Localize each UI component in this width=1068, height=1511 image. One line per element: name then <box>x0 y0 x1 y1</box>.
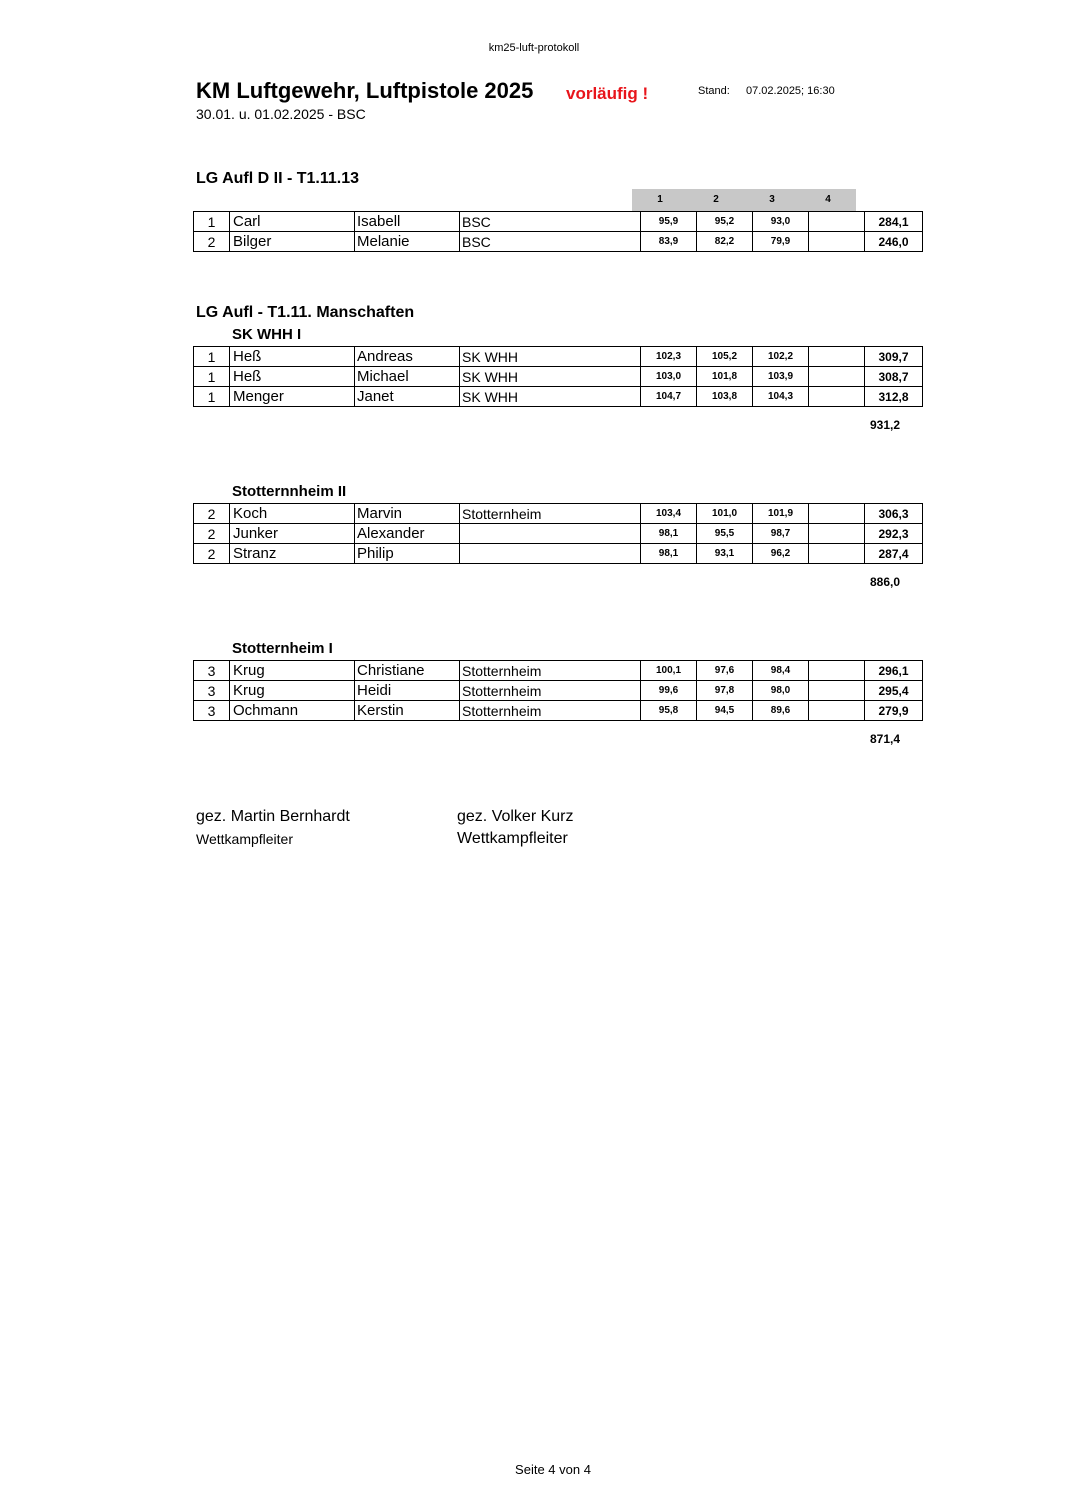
team-total-stotternheim-i: 871,4 <box>869 732 901 746</box>
first-name-cell: Marvin <box>355 504 460 524</box>
signature-role-2: Wettkampfleiter <box>457 830 568 847</box>
series-4-score <box>809 232 865 252</box>
rank-cell: 2 <box>194 504 230 524</box>
series-2-score: 93,1 <box>697 544 753 564</box>
series-2-score: 97,8 <box>697 681 753 701</box>
section-title-manschaften: LG Aufl - T1.11. Manschaften <box>196 304 415 321</box>
page-number: Seite 4 von 4 <box>515 1462 591 1477</box>
total-score: 306,3 <box>865 504 923 524</box>
series-4-score <box>809 387 865 407</box>
series-3-score: 104,3 <box>753 387 809 407</box>
total-score: 296,1 <box>865 661 923 681</box>
signature-role-1: Wettkampfleiter <box>196 831 293 847</box>
series-2-score: 97,6 <box>697 661 753 681</box>
results-table-stotternheim-i <box>193 660 923 721</box>
total-score: 309,7 <box>865 347 923 367</box>
series-1-score: 98,1 <box>641 544 697 564</box>
signature-name-1: gez. Martin Bernhardt <box>196 808 350 825</box>
total-score: 246,0 <box>865 232 923 252</box>
first-name-cell: Andreas <box>355 347 460 367</box>
first-name-cell: Janet <box>355 387 460 407</box>
first-name-cell: Philip <box>355 544 460 564</box>
rank-cell: 2 <box>194 524 230 544</box>
table-row <box>194 524 923 544</box>
last-name-cell: Heß <box>230 367 355 387</box>
table-row <box>194 212 923 232</box>
series-2-score: 101,0 <box>697 504 753 524</box>
series-3-score: 89,6 <box>753 701 809 721</box>
series-2-score: 95,2 <box>697 212 753 232</box>
club-cell: BSC <box>460 212 641 232</box>
rank-cell: 3 <box>194 701 230 721</box>
rank-cell: 1 <box>194 387 230 407</box>
last-name-cell: Bilger <box>230 232 355 252</box>
series-1-score: 83,9 <box>641 232 697 252</box>
series-1-score: 98,1 <box>641 524 697 544</box>
rank-cell: 1 <box>194 367 230 387</box>
rank-cell: 1 <box>194 347 230 367</box>
last-name-cell: Ochmann <box>230 701 355 721</box>
total-score: 287,4 <box>865 544 923 564</box>
series-3-score: 102,2 <box>753 347 809 367</box>
table-row <box>194 681 923 701</box>
series-1-score: 95,9 <box>641 212 697 232</box>
series-2-score: 95,5 <box>697 524 753 544</box>
series-2-score: 103,8 <box>697 387 753 407</box>
series-1-score: 103,4 <box>641 504 697 524</box>
signature-name-2: gez. Volker Kurz <box>457 808 574 825</box>
table-row <box>194 232 923 252</box>
stand-label: Stand: <box>698 85 730 97</box>
total-score: 308,7 <box>865 367 923 387</box>
first-name-cell: Kerstin <box>355 701 460 721</box>
series-header-3: 3 <box>769 194 775 205</box>
club-cell: SK WHH <box>460 347 641 367</box>
first-name-cell: Melanie <box>355 232 460 252</box>
team-name-stotternnheim-ii: Stotternnheim II <box>232 483 347 500</box>
club-cell: Stotternheim <box>460 681 641 701</box>
table-row <box>194 504 923 524</box>
club-cell: Stotternheim <box>460 701 641 721</box>
results-table-lg-aufl-d-ii <box>193 211 923 252</box>
first-name-cell: Christiane <box>355 661 460 681</box>
series-2-score: 82,2 <box>697 232 753 252</box>
series-3-score: 98,4 <box>753 661 809 681</box>
last-name-cell: Krug <box>230 661 355 681</box>
series-3-score: 103,9 <box>753 367 809 387</box>
first-name-cell: Michael <box>355 367 460 387</box>
series-4-score <box>809 347 865 367</box>
results-table-stotternnheim-ii <box>193 503 923 564</box>
last-name-cell: Menger <box>230 387 355 407</box>
table-row <box>194 347 923 367</box>
rank-cell: 3 <box>194 681 230 701</box>
series-4-score <box>809 661 865 681</box>
series-4-score <box>809 701 865 721</box>
last-name-cell: Krug <box>230 681 355 701</box>
first-name-cell: Alexander <box>355 524 460 544</box>
table-row <box>194 701 923 721</box>
last-name-cell: Stranz <box>230 544 355 564</box>
club-cell <box>460 544 641 564</box>
series-4-score <box>809 367 865 387</box>
series-4-score <box>809 212 865 232</box>
team-name-stotternheim-i: Stotternheim I <box>232 640 333 657</box>
table-row <box>194 367 923 387</box>
series-column-headers <box>632 189 856 211</box>
club-cell: BSC <box>460 232 641 252</box>
club-cell: SK WHH <box>460 367 641 387</box>
document-header: km25-luft-protokoll <box>488 42 580 54</box>
team-total-stotternnheim-ii: 886,0 <box>869 575 901 589</box>
series-1-score: 99,6 <box>641 681 697 701</box>
series-4-score <box>809 681 865 701</box>
page-title: KM Luftgewehr, Luftpistole 2025 <box>196 78 534 103</box>
series-3-score: 96,2 <box>753 544 809 564</box>
series-3-score: 93,0 <box>753 212 809 232</box>
series-1-score: 103,0 <box>641 367 697 387</box>
series-1-score: 100,1 <box>641 661 697 681</box>
rank-cell: 2 <box>194 544 230 564</box>
series-4-score <box>809 524 865 544</box>
series-4-score <box>809 504 865 524</box>
preliminary-badge: vorläufig ! <box>566 84 649 103</box>
table-row <box>194 387 923 407</box>
series-1-score: 104,7 <box>641 387 697 407</box>
series-3-score: 79,9 <box>753 232 809 252</box>
results-table-sk-whh-i <box>193 346 923 407</box>
table-row <box>194 661 923 681</box>
club-cell <box>460 524 641 544</box>
total-score: 279,9 <box>865 701 923 721</box>
last-name-cell: Heß <box>230 347 355 367</box>
series-header-2: 2 <box>713 194 719 205</box>
section-title-lg-aufl-d-ii: LG Aufl D II - T1.11.13 <box>196 170 359 187</box>
series-3-score: 101,9 <box>753 504 809 524</box>
series-1-score: 102,3 <box>641 347 697 367</box>
event-dates: 30.01. u. 01.02.2025 - BSC <box>196 106 366 122</box>
series-3-score: 98,0 <box>753 681 809 701</box>
club-cell: SK WHH <box>460 387 641 407</box>
rank-cell: 1 <box>194 212 230 232</box>
series-2-score: 94,5 <box>697 701 753 721</box>
total-score: 284,1 <box>865 212 923 232</box>
table-row <box>194 544 923 564</box>
club-cell: Stotternheim <box>460 504 641 524</box>
first-name-cell: Isabell <box>355 212 460 232</box>
total-score: 312,8 <box>865 387 923 407</box>
team-total-sk-whh-i: 931,2 <box>869 418 901 432</box>
series-4-score <box>809 544 865 564</box>
club-cell: Stotternheim <box>460 661 641 681</box>
total-score: 292,3 <box>865 524 923 544</box>
last-name-cell: Koch <box>230 504 355 524</box>
last-name-cell: Junker <box>230 524 355 544</box>
series-2-score: 105,2 <box>697 347 753 367</box>
series-header-1: 1 <box>657 194 663 205</box>
last-name-cell: Carl <box>230 212 355 232</box>
series-1-score: 95,8 <box>641 701 697 721</box>
team-name-sk-whh-i: SK WHH I <box>232 326 302 343</box>
series-3-score: 98,7 <box>753 524 809 544</box>
rank-cell: 2 <box>194 232 230 252</box>
total-score: 295,4 <box>865 681 923 701</box>
series-2-score: 101,8 <box>697 367 753 387</box>
series-header-4: 4 <box>825 194 831 205</box>
stand-timestamp: 07.02.2025; 16:30 <box>746 85 835 97</box>
rank-cell: 3 <box>194 661 230 681</box>
first-name-cell: Heidi <box>355 681 460 701</box>
